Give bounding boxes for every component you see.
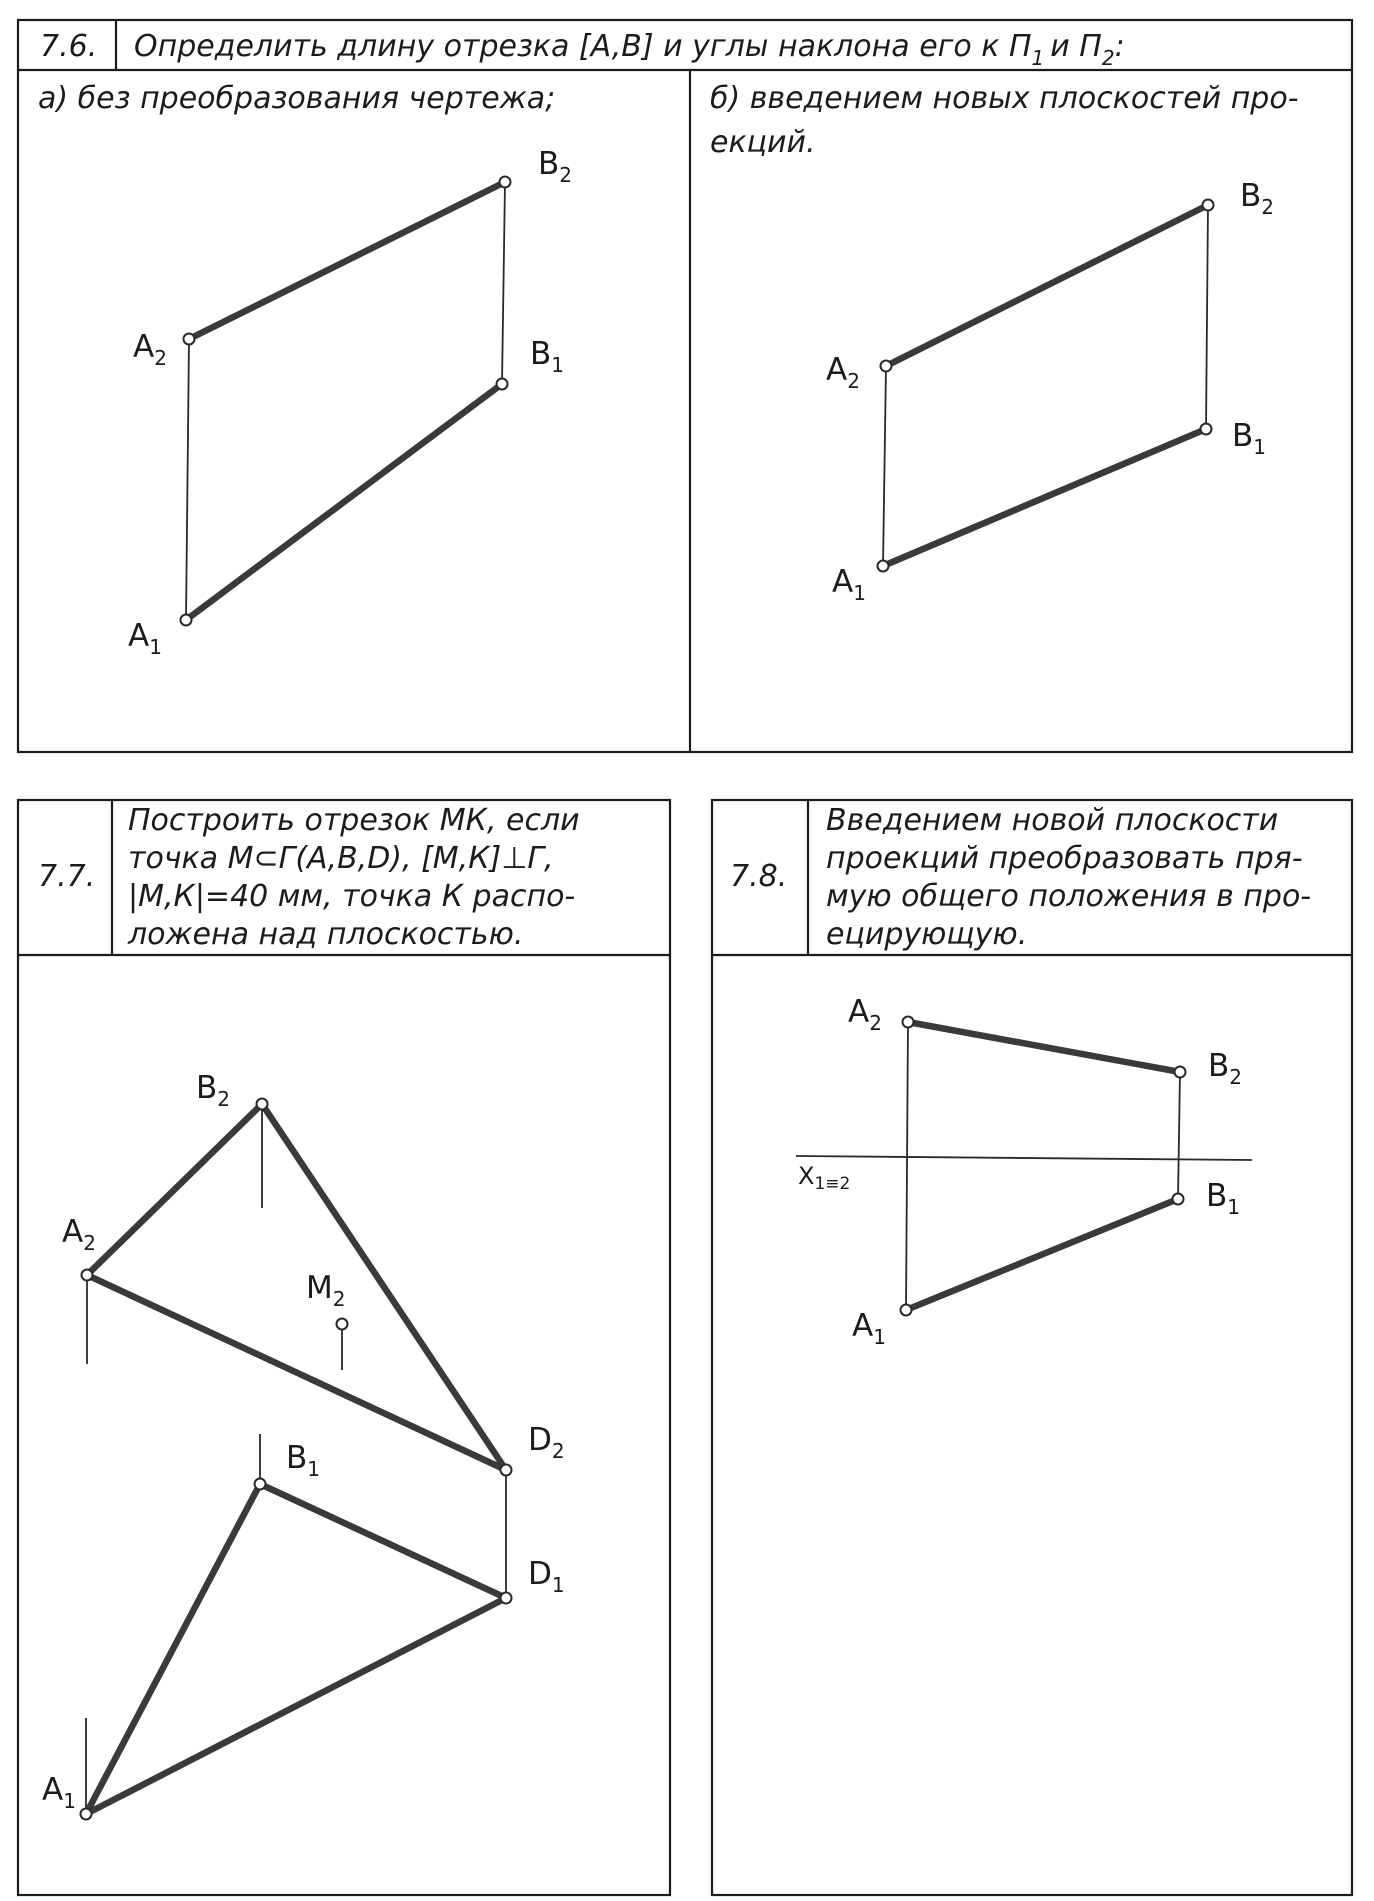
task-7-8-panel xyxy=(712,800,1352,1895)
task-7-7-number: 7.7. xyxy=(38,859,96,894)
t78-label-B2: $B_2$ xyxy=(1208,1048,1243,1089)
a-point-B2 xyxy=(500,177,511,188)
task-7-7-text-line1: Построить отрезок МК, если xyxy=(128,803,580,838)
task-7-8-text-line4: ецирующую. xyxy=(826,917,1028,952)
task-7-6-panel xyxy=(18,20,1352,752)
t77-point-B1 xyxy=(255,1479,266,1490)
t77-label-M2: $M_2$ xyxy=(306,1270,346,1311)
b-segment-A1B1 xyxy=(883,429,1206,566)
task-7-7-panel xyxy=(18,800,670,1895)
task-7-8-number: 7.8. xyxy=(730,859,788,894)
task-7-8-text-line2: проекций преобразовать пря- xyxy=(826,841,1303,876)
t77-point-B2 xyxy=(257,1099,268,1110)
t78-axis-label: $X_{1\equiv 2}$ xyxy=(798,1162,851,1194)
task-7-6-part-b-caption-line1: б) введением новых плоскостей про- xyxy=(710,81,1299,116)
task-7-6-frame xyxy=(18,20,1352,752)
a-label-B2: $B_2$ xyxy=(538,146,573,187)
task-7-8-text-line3: мую общего положения в про- xyxy=(826,879,1312,914)
a-link-line-A xyxy=(186,339,189,620)
task-7-7-text-line3: |М,К|=40 мм, точка К распо- xyxy=(128,879,576,914)
a-segment-A1B1 xyxy=(186,384,502,620)
t77-point-A1 xyxy=(81,1809,92,1820)
t78-link-line-B xyxy=(1178,1072,1180,1199)
t77-label-B2: $B_2$ xyxy=(196,1070,231,1111)
t78-point-A2 xyxy=(903,1017,914,1028)
task-7-6-number: 7.6. xyxy=(40,29,98,64)
t77-label-A1: $A_1$ xyxy=(42,1772,76,1813)
task-7-8-frame xyxy=(712,800,1352,1895)
t77-label-A2: $A_2$ xyxy=(62,1214,96,1255)
task-7-8-text-line1: Введением новой плоскости xyxy=(826,803,1279,838)
t78-point-B1 xyxy=(1173,1194,1184,1205)
t78-label-A2: $A_2$ xyxy=(848,994,882,1035)
t78-point-A1 xyxy=(901,1305,912,1316)
b-point-A2 xyxy=(881,361,892,372)
t78-segment-A2B2 xyxy=(908,1022,1180,1072)
task-7-6-title: Определить длину отрезка [A,B] и углы наклона его к $П_1$ и $П_2$: xyxy=(134,29,1125,70)
t77-label-B1: $B_1$ xyxy=(286,1440,321,1481)
task-7-6-part-b-caption-line2: екций. xyxy=(710,125,816,160)
t78-label-A1: $A_1$ xyxy=(852,1308,886,1349)
t77-point-D2 xyxy=(501,1465,512,1476)
b-point-B1 xyxy=(1201,424,1212,435)
t77-point-A2 xyxy=(82,1270,93,1281)
t77-segment-A1B1 xyxy=(86,1484,260,1814)
b-segment-A2B2 xyxy=(886,205,1208,366)
t77-label-D2: $D_2$ xyxy=(528,1422,565,1463)
t78-label-B1: $B_1$ xyxy=(1206,1178,1241,1219)
t78-point-B2 xyxy=(1175,1067,1186,1078)
t77-point-D1 xyxy=(501,1593,512,1604)
a-link-line-B xyxy=(502,182,505,384)
t78-segment-A1B1 xyxy=(906,1199,1178,1310)
b-link-line-B xyxy=(1206,205,1208,429)
b-point-A1 xyxy=(878,561,889,572)
t77-segment-A2B2 xyxy=(87,1104,262,1275)
b-label-A1: $A_1$ xyxy=(832,564,866,605)
task-7-7-text-line2: точка М⊂Г(А,В,D), [М,К]⊥Г, xyxy=(128,841,554,876)
a-point-B1 xyxy=(497,379,508,390)
b-link-line-A xyxy=(883,366,886,566)
t78-link-line-A xyxy=(906,1022,908,1310)
b-label-B1: $B_1$ xyxy=(1232,418,1267,459)
b-point-B2 xyxy=(1203,200,1214,211)
a-label-A1: $A_1$ xyxy=(128,618,162,659)
t77-segment-A1D1 xyxy=(86,1598,506,1814)
a-label-B1: $B_1$ xyxy=(530,336,565,377)
a-label-A2: $A_2$ xyxy=(133,329,167,370)
task-7-6-part-a-caption: а) без преобразования чертежа; xyxy=(38,81,556,116)
b-label-A2: $A_2$ xyxy=(826,352,860,393)
task-7-7-frame xyxy=(18,800,670,1895)
a-point-A1 xyxy=(181,615,192,626)
t77-segment-B1D1 xyxy=(260,1484,506,1598)
a-segment-A2B2 xyxy=(189,182,505,339)
t78-projection-axis xyxy=(796,1156,1252,1160)
t77-point-M2 xyxy=(337,1319,348,1330)
task-7-7-text-line4: ложена над плоскостью. xyxy=(128,917,524,952)
b-label-B2: $B_2$ xyxy=(1240,178,1275,219)
t77-label-D1: $D_1$ xyxy=(528,1556,565,1597)
a-point-A2 xyxy=(184,334,195,345)
